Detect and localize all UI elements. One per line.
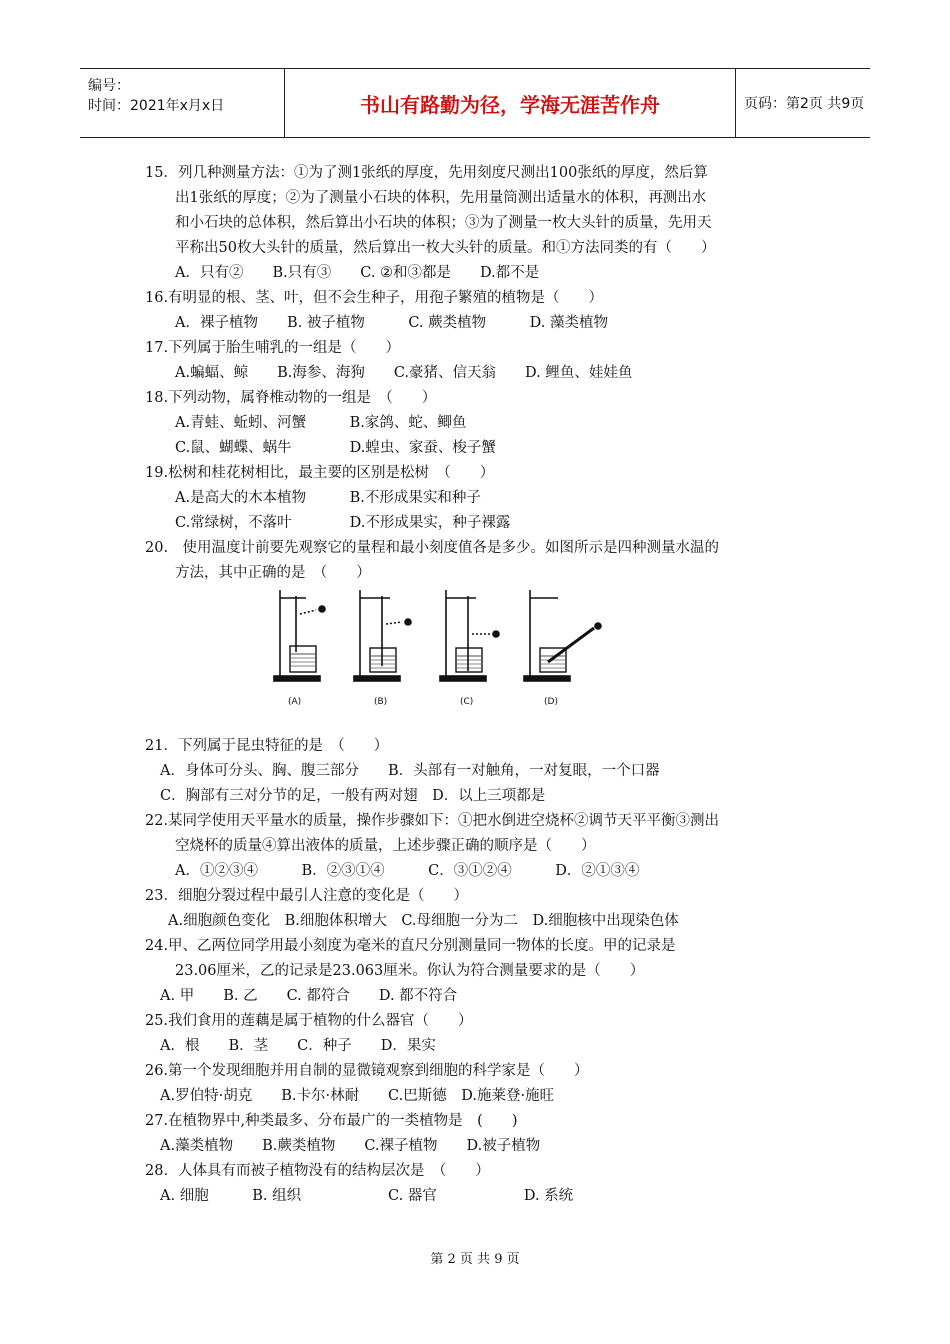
label-a: (A) — [288, 697, 302, 707]
question-19-stem: 19.松树和桂花树相比，最主要的区别是松树 （ ） — [145, 465, 495, 481]
question-20-stem: 20. 使用温度计前要先观察它的量程和最小刻度值各是多少。如图所示是四种测量水温的 — [145, 540, 720, 556]
setup-b — [354, 590, 411, 681]
question-20-stem-2: 方法，其中正确的是 （ ） — [175, 565, 371, 581]
question-17-stem: 17.下列属于胎生哺乳的一组是（ ） — [145, 340, 401, 356]
question-16-options: A．裸子植物 B. 被子植物 C. 蕨类植物 D. 藻类植物 — [175, 315, 608, 331]
question-18-options-1: A.青蛙、蚯蚓、河蟹 B.家鸽、蛇、鲫鱼 — [175, 415, 467, 431]
question-26-options: A.罗伯特·胡克 B.卡尔·林耐 C.巴斯德 D.施莱登·施旺 — [160, 1088, 555, 1104]
motto: 书山有路勤为径，学海无涯苦作舟 — [285, 69, 736, 137]
label-c: (C) — [460, 697, 474, 707]
question-15-line-1: 15．列几种测量方法：①为了测1张纸的厚度，先用刻度尺测出100张纸的厚度，然后算 — [145, 165, 708, 181]
page-label: 页码：第2页 共9页 — [744, 96, 865, 112]
question-21-options-1: A．身体可分头、胸、腹三部分 B．头部有一对触角，一对复眼，一个口器 — [160, 763, 660, 779]
question-17-options: A.蝙蝠、鲸 B.海参、海狗 C.豪猪、信天翁 D. 鲤鱼、娃娃鱼 — [175, 365, 633, 381]
question-16-stem: 16.有明显的根、茎、叶，但不会生种子，用孢子繁殖的植物是（ ） — [145, 290, 604, 306]
question-27-options: A.藻类植物 B.蕨类植物 C.裸子植物 D.被子植物 — [160, 1138, 541, 1154]
question-24-options: A. 甲 B. 乙 C. 都符合 D. 都不符合 — [160, 988, 458, 1004]
question-22-stem-2: 空烧杯的质量④算出液体的质量，上述步骤正确的顺序是（ ） — [175, 838, 596, 854]
question-21-stem: 21．下列属于昆虫特征的是 （ ） — [145, 738, 389, 754]
question-22-options: A．①②③④ B．②③①④ C．③①②④ D．②①③④ — [175, 863, 640, 879]
question-28-options: A. 细胞 B. 组织 C. 器官 D. 系统 — [160, 1188, 574, 1204]
question-15-line-2: 出1张纸的厚度；②为了测量小石块的体积，先用量筒测出适量水的体积，再测出水 — [175, 190, 707, 206]
question-15-options: A．只有② B.只有③ C. ②和③都是 D.都不是 — [175, 265, 540, 281]
question-27-stem: 27.在植物界中,种类最多、分布最广的一类植物是 ( ) — [145, 1113, 518, 1129]
label-b: (B) — [374, 697, 388, 707]
question-25-stem: 25.我们食用的莲藕是属于植物的什么器官（ ） — [145, 1013, 473, 1029]
question-24-stem-2: 23.06厘米，乙的记录是23.063厘米。你认为符合测量要求的是（ ） — [175, 963, 645, 979]
question-19-options-2: C.常绿树，不落叶 D.不形成果实，种子裸露 — [175, 515, 511, 531]
question-15-line-4: 平称出50枚大头针的质量，然后算出一枚大头针的质量。和①方法同类的有（ ） — [175, 240, 716, 256]
question-22-stem: 22.某同学使用天平量水的质量，操作步骤如下：①把水倒进空烧杯②调节天平平衡③测出 — [145, 813, 720, 829]
number-label: 编号： — [88, 78, 130, 94]
header-meta-cell — [80, 69, 285, 137]
header-table — [80, 68, 870, 138]
question-23-options: A.细胞颜色变化 B.细胞体积增大 C.母细胞一分为二 D.细胞核中出现染色体 — [168, 913, 679, 929]
setup-d — [524, 590, 601, 681]
thermometer-figure — [272, 582, 612, 712]
question-15-line-3: 和小石块的总体积，然后算出小石块的体积；③为了测量一枚大头针的质量，先用天 — [175, 215, 712, 231]
setup-c — [440, 590, 499, 681]
question-18-stem: 18.下列动物，属脊椎动物的一组是 （ ） — [145, 390, 437, 406]
question-23-stem: 23．细胞分裂过程中最引人注意的变化是（ ） — [145, 888, 468, 904]
date-label: 时间：2021年x月x日 — [88, 98, 225, 114]
question-24-stem: 24.甲、乙两位同学用最小刻度为毫米的直尺分别测量同一物体的长度。甲的记录是 — [145, 938, 676, 954]
page-footer: 第 2 页 共 9 页 — [430, 1252, 520, 1267]
question-25-options: A．根 B．茎 C．种子 D．果实 — [160, 1038, 436, 1054]
question-28-stem: 28．人体具有而被子植物没有的结构层次是 （ ） — [145, 1163, 490, 1179]
setup-a — [274, 590, 325, 681]
label-d: (D) — [544, 697, 558, 707]
question-19-options-1: A.是高大的木本植物 B.不形成果实和种子 — [175, 490, 481, 506]
question-26-stem: 26.第一个发现细胞并用自制的显微镜观察到细胞的科学家是（ ） — [145, 1063, 589, 1079]
question-18-options-2: C.鼠、蝴蝶、蜗牛 D.蝗虫、家蚕、梭子蟹 — [175, 440, 496, 456]
question-21-options-2: C．胸部有三对分节的足，一般有两对翅 D．以上三项都是 — [160, 788, 546, 804]
